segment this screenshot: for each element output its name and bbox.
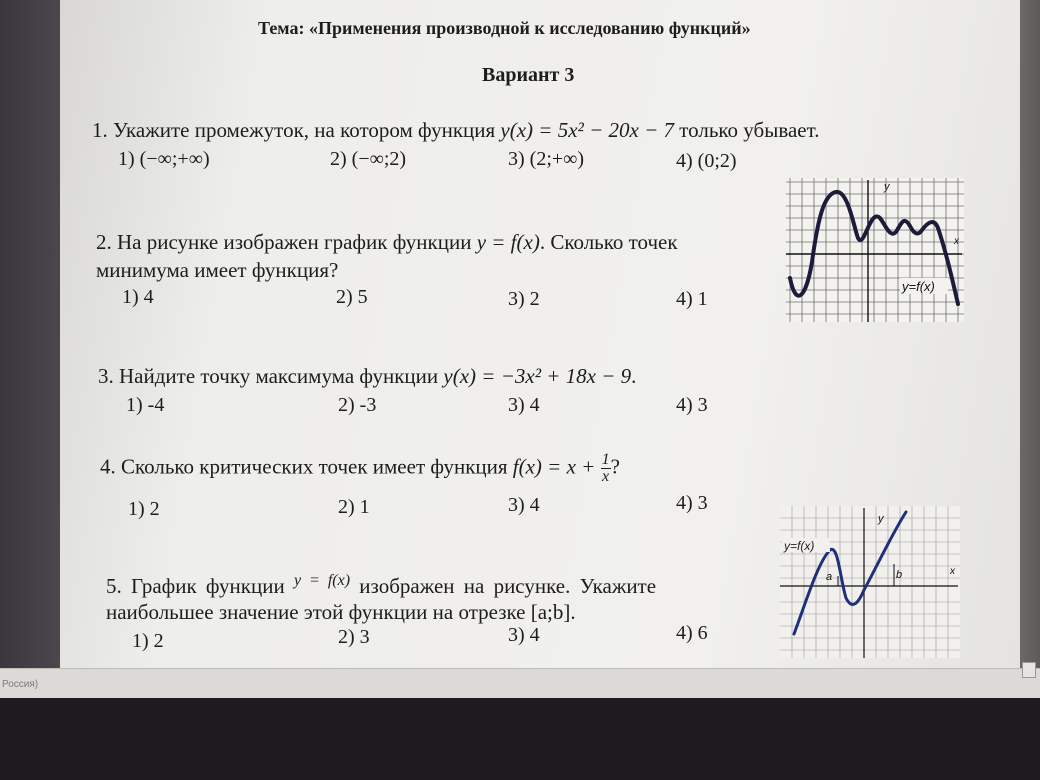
q4-option-2[interactable]: 2) 1 [338, 496, 370, 518]
monitor-bezel [0, 698, 1040, 780]
marker-b-label: b [896, 569, 903, 581]
question-text: На рисунке изображен график функции [117, 230, 472, 254]
topic-title: Тема: «Применения производной к исследованию функций» [258, 18, 751, 38]
question-5-line2: наибольшее значение этой функции на отрезке [a;b]. [106, 600, 576, 624]
question-text: График функции [131, 574, 285, 598]
q4-option-4[interactable]: 4) 3 [676, 492, 708, 514]
q1-option-3[interactable]: 3) (2;+∞) [508, 148, 585, 170]
q3-option-1[interactable]: 1) -4 [126, 394, 165, 416]
x-axis-label: x [954, 236, 959, 247]
question-formula: y(x) = 5x² − 20x − 7 [500, 118, 674, 142]
question-4 [100, 452, 620, 485]
q4-option-1[interactable]: 1) 2 [128, 498, 160, 520]
question-number: 5. [106, 574, 122, 598]
taskbar-language-text: Россия) [2, 679, 39, 690]
marker-a-label: a [826, 571, 833, 583]
question-text: Сколько критических точек имеет функция [121, 454, 508, 479]
y-axis-label: y [878, 513, 884, 525]
question-3 [98, 364, 636, 389]
q2-option-3[interactable]: 3) 2 [508, 288, 540, 310]
question-number: 2. [96, 230, 112, 254]
q5-option-4[interactable]: 4) 6 [676, 622, 708, 644]
question-formula: f(x) = x + [512, 454, 596, 479]
q3-option-3[interactable]: 3) 4 [508, 394, 540, 416]
function-graph-2 [780, 506, 960, 658]
question-number: 1. [92, 118, 108, 142]
graph-label: y=f(x) [902, 279, 935, 294]
question-5 [106, 572, 656, 599]
q5-option-3[interactable]: 3) 4 [508, 624, 540, 646]
question-number: 3. [98, 364, 114, 388]
taskbar [0, 668, 1040, 699]
question-tail: . Сколько точек [539, 230, 678, 254]
question-tail: изображен на рисунке. Укажите [359, 574, 657, 598]
q2-option-4[interactable]: 4) 1 [676, 288, 708, 310]
q1-option-1[interactable]: 1) (−∞;+∞) [118, 148, 210, 170]
graph-label: y=f(x) [784, 539, 815, 553]
question-text: Укажите промежуток, на котором функция [113, 118, 496, 142]
q5-option-2[interactable]: 2) 3 [338, 626, 370, 648]
question-formula: y = f(x) [476, 230, 540, 254]
question-formula: y = f(x) [293, 572, 351, 589]
q4-option-3[interactable]: 3) 4 [508, 494, 540, 516]
q1-option-2[interactable]: 2) (−∞;2) [330, 148, 407, 170]
question-formula: y(x) = −3x² + 18x − 9 [443, 364, 632, 388]
question-2 [96, 230, 678, 255]
q2-option-1[interactable]: 1) 4 [122, 286, 154, 308]
x-axis-label: x [950, 566, 955, 577]
question-2-line2: минимума имеет функция? [96, 258, 339, 282]
q5-option-1[interactable]: 1) 2 [132, 630, 164, 652]
question-tail: ? [610, 454, 620, 479]
y-axis-label: y [884, 181, 890, 193]
question-text: Найдите точку максимума функции [119, 364, 439, 388]
window-corner-control[interactable] [1022, 662, 1036, 678]
fraction: $\frac{1}{x}$ [601, 451, 610, 485]
question-tail: только убывает. [679, 118, 820, 142]
question-1 [92, 118, 819, 143]
variant-title: Вариант 3 [482, 64, 575, 86]
q3-option-4[interactable]: 4) 3 [676, 394, 708, 416]
question-number: 4. [100, 454, 116, 479]
q3-option-2[interactable]: 2) -3 [338, 394, 377, 416]
function-graph-1 [786, 178, 964, 322]
q2-option-2[interactable]: 2) 5 [336, 286, 368, 308]
question-tail: . [631, 364, 637, 388]
q1-option-4[interactable]: 4) (0;2) [676, 150, 737, 172]
